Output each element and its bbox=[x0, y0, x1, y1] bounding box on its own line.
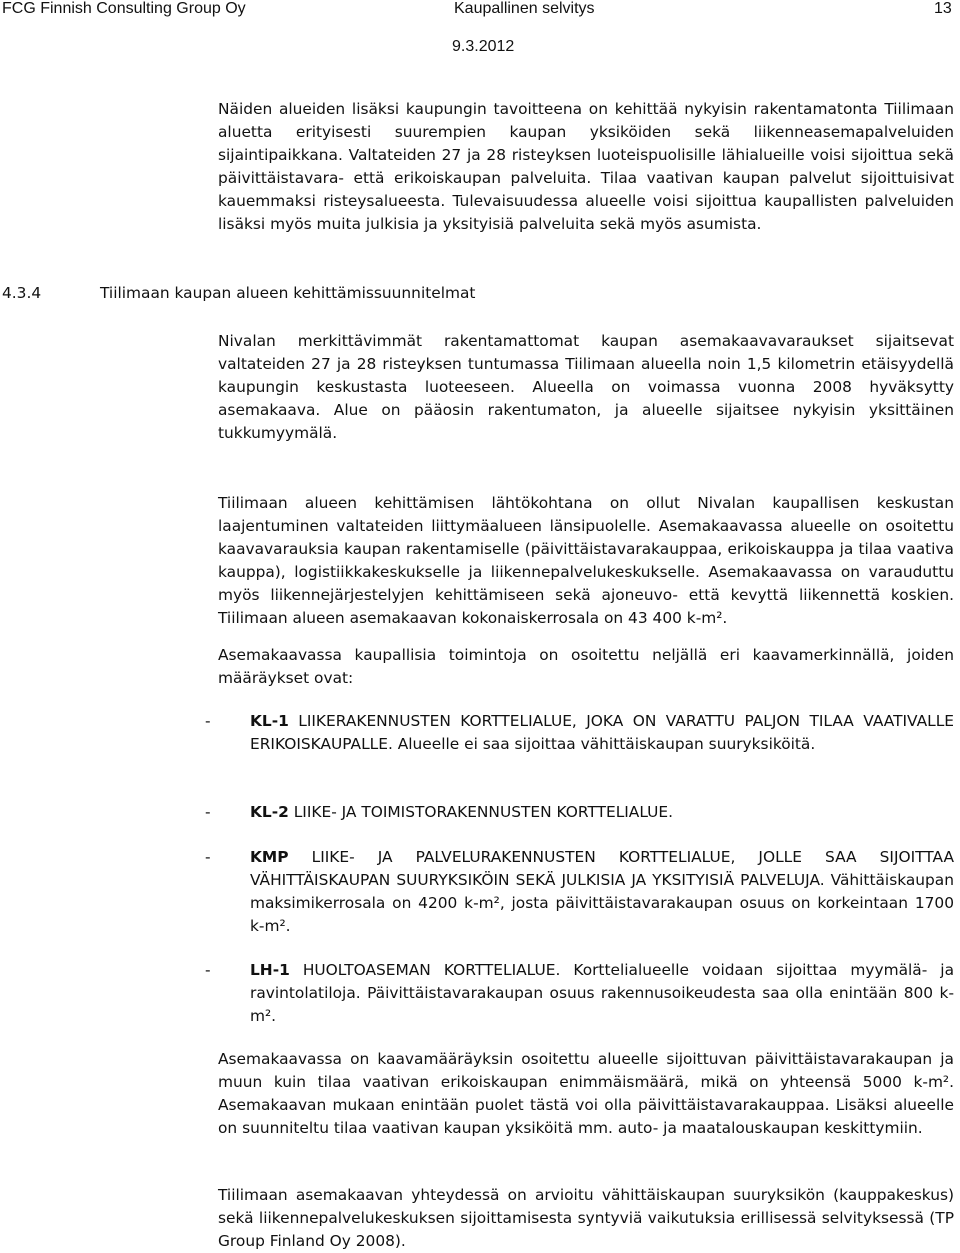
section-title: Tiilimaan kaupan alueen kehittämissuunnitelmat bbox=[100, 284, 476, 302]
header-page-number: 13 bbox=[934, 0, 952, 17]
list-item bbox=[205, 846, 954, 938]
body-paragraph: Asemakaavassa kaupallisia toimintoja on osoitettu neljällä eri kaavamerkinnällä, joiden määräykset ovat: bbox=[218, 646, 954, 688]
zoning-code: KL-1 bbox=[250, 712, 289, 730]
body-paragraph: Nivalan merkittävimmät rakentamattomat kaupan asemakaavavaraukset sijaitsevat valtateiden 27 ja 28 risteyksen tuntumassa Tiilimaan alueella noin 1,5 kilometrin etäisyydellä kaupungin keskustasta luoteeseen. Alueella on voimassa vuonna 2008 hyväksytty asemakaava. Alue on pääosin rakentumaton, ja alueelle sijaitsee nykyisin yksittäinen tukkumyymälä. bbox=[218, 332, 954, 443]
zoning-code: LH-1 bbox=[250, 961, 290, 979]
closing-paragraph-1-block bbox=[218, 1048, 954, 1140]
page-header bbox=[0, 0, 960, 60]
list-bullet: - bbox=[205, 848, 211, 866]
section-number: 4.3.4 bbox=[2, 284, 42, 302]
list-item-text: LIIKE- JA PALVELURAKENNUSTEN KORTTELIALUE, JOLLE SAA SIJOITTAA VÄHITTÄISKAUPAN SUURYKSIKÖIN SEKÄ JULKISIA JA YKSITYISIÄ PALVELUJA. Vähittäiskaupan maksimikerrosala on 4200 k-m², josta päivittäistavarakaupan osuus on korkeintaan 1700 k-m². bbox=[250, 848, 954, 936]
list-item-text: LIIKERAKENNUSTEN KORTTELIALUE, JOKA ON VARATTU PALJON TILAA VAATIVALLE ERIKOISKAUPALLE. Alueelle ei saa sijoittaa vähittäiskaupan suuryksiköitä. bbox=[250, 712, 954, 754]
header-company: FCG Finnish Consulting Group Oy bbox=[2, 0, 246, 17]
zoning-code: KL-2 bbox=[250, 803, 289, 821]
body-paragraph: Asemakaavassa on kaavamääräyksin osoitettu alueelle sijoittuvan päivittäistavarakaupan ja muun kuin tilaa vaativan erikoiskaupan enimmäismäärä, mikä on yhteensä 5000 k-m². Asemakaavan mukaan enintään puolet tästä voi olla päivittäistavarakauppaa. Lisäksi alueelle on suunniteltu tilaa vaativan kaupan yksiköitä mm. auto- ja maatalouskaupan keskittymiin. bbox=[218, 1050, 954, 1138]
zoning-list bbox=[205, 710, 954, 756]
body-paragraph: Tiilimaan alueen kehittämisen lähtökohtana on ollut Nivalan kaupallisen keskustan laajentuminen valtateiden liittymäalueen länsipuolelle. Asemakaavassa alueelle on osoitettu kaavavarauksia kaupan rakentamiselle (päivittäistavarakauppaa, erikoiskauppa ja tilaa vaativa kauppa), logistiikkakeskukselle ja liikennepalvelukeskukselle. Asemakaavassa on varauduttu myös liikennejärjestelyjen kehittämiseen sekä ajoneuvo- että kevyttä liikennettä koskien. Tiilimaan alueen asemakaavan kokonaiskerrosala on 43 400 k-m². bbox=[218, 494, 954, 628]
zoning-code: KMP bbox=[250, 848, 289, 866]
zoning-list bbox=[205, 801, 954, 824]
list-item bbox=[205, 710, 954, 756]
intro-paragraph: Näiden alueiden lisäksi kaupungin tavoitteena on kehittää nykyisin rakentamatonta Tiilimaan aluetta erityisesti suurempien kaupan yksiköiden sekä liikenneasemapalveluiden sijaintipaikkana. Valtateiden 27 ja 28 risteyksen luoteispuolisille lähialueille voisi sijoittua sekä päivittäistavara- että erikoiskaupan palveluita. Tilaa vaativan kaupan palvelut sijoittuisivat kauemmaksi risteysalueesta. Tulevaisuudessa alueelle voisi sijoittua kaupallisten palveluiden lisäksi myös muita julkisia ja yksityisiä palveluita sekä myös asumista. bbox=[218, 100, 954, 234]
paragraph-1-block bbox=[218, 330, 954, 445]
list-item-text: LIIKE- JA TOIMISTORAKENNUSTEN KORTTELIALUE. bbox=[288, 803, 674, 821]
zoning-list bbox=[205, 846, 954, 938]
paragraph-3-block bbox=[218, 644, 954, 690]
list-item-text: HUOLTOASEMAN KORTTELIALUE. Korttelialueelle voidaan sijoittaa myymälä- ja ravintolatiloja. Päivittäistavarakaupan osuus rakennusoikeudesta saa olla enintään 800 k-m². bbox=[250, 961, 954, 1026]
intro-section bbox=[218, 98, 954, 237]
list-item bbox=[205, 801, 954, 824]
list-bullet: - bbox=[205, 712, 211, 730]
header-title: Kaupallinen selvitys bbox=[454, 0, 595, 17]
paragraph-2-block bbox=[218, 492, 954, 631]
body-paragraph: Tiilimaan asemakaavan yhteydessä on arvioitu vähittäiskaupan suuryksikön (kauppakeskus) sekä liikennepalvelukeskuksen sijoittamisesta syntyviä vaikutuksia erillisessä selvityksessä (TP Group Finland Oy 2008). bbox=[218, 1186, 954, 1251]
list-item bbox=[205, 959, 954, 1028]
header-date: 9.3.2012 bbox=[452, 38, 515, 55]
closing-paragraph-2-block bbox=[218, 1184, 954, 1253]
zoning-list bbox=[205, 959, 954, 1028]
list-bullet: - bbox=[205, 961, 211, 979]
list-bullet: - bbox=[205, 803, 211, 821]
